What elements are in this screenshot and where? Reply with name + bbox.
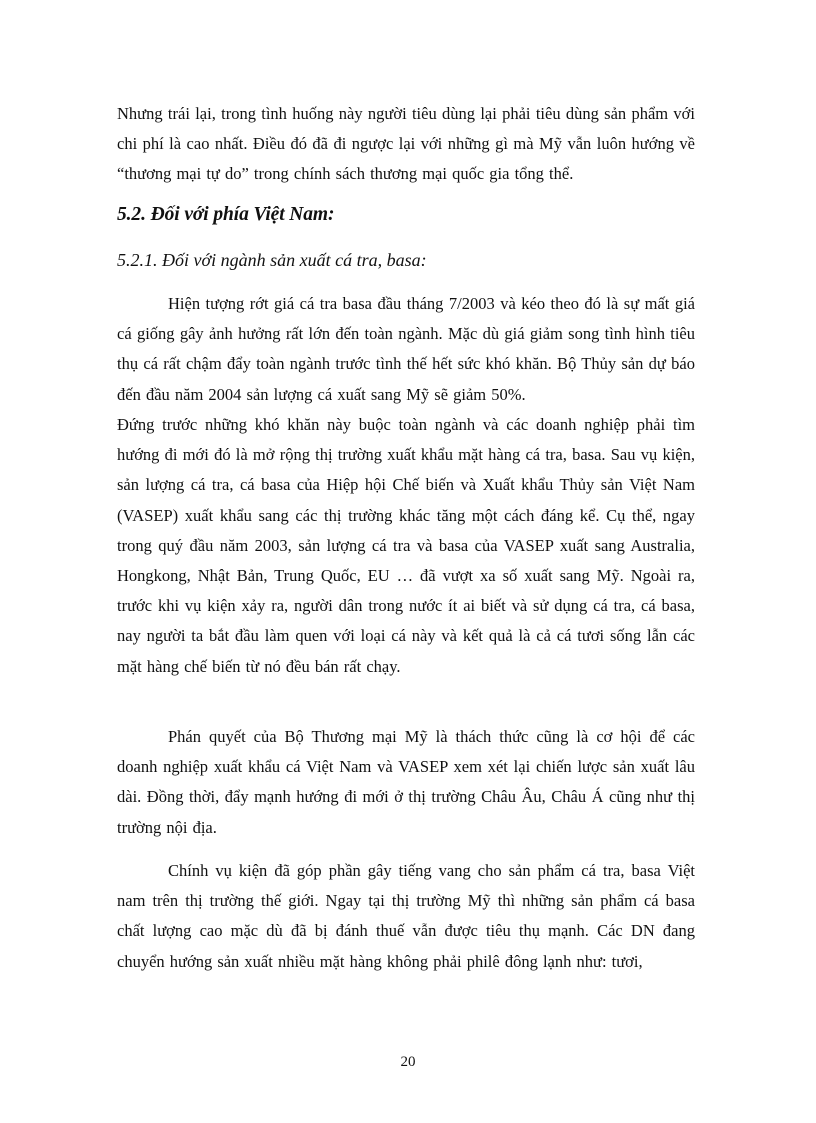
- paragraph-price-drop: Hiện tượng rớt giá cá tra basa đầu tháng 7/2003 và kéo theo đó là sự mất giá cá giống gây ảnh hưởng rất lớn đến toàn ngành. Mặc dù giá giảm song tình hình tiêu thụ cá rất chậm đẩy toàn ngành trước tình thế hết sức khó khăn. Bộ Thủy sản dự báo đến đầu năm 2004 sản lượng cá xuất sang Mỹ sẽ giảm 50%.: [117, 294, 695, 404]
- paragraph-lawsuit-effect: Chính vụ kiện đã góp phần gây tiếng vang cho sản phẩm cá tra, basa Việt nam trên thị trường thế giới. Ngay tại thị trường Mỹ thì những sản phẩm cá basa chất lượng cao mặc dù đã bị đánh thuế vẫn được tiêu thụ mạnh. Các DN đang chuyển hướng sản xuất nhiều mặt hàng không phải philê đông lạnh như: tươi,: [117, 861, 695, 971]
- subsection-heading: 5.2.1. Đối với ngành sản xuất cá tra, basa:: [117, 250, 427, 270]
- paragraph-ruling: Phán quyết của Bộ Thương mại Mỹ là thách thức cũng là cơ hội để các doanh nghiệp xuất khẩu cá Việt Nam và VASEP xem xét lại chiến lược sản xuất lâu dài. Đồng thời, đẩy mạnh hướng đi mới ở thị trường Châu Âu, Châu Á cũng như thị trường nội địa.: [117, 727, 695, 837]
- paragraph-intro: Nhưng trái lại, trong tình huống này người tiêu dùng lại phải tiêu dùng sản phẩm với chi phí là cao nhất. Điều đó đã đi ngược lại với những gì mà Mỹ vẫn luôn hướng về “thương mại tự do” trong chính sách thương mại quốc gia tổng thể.: [117, 104, 695, 184]
- paragraph-new-markets: Đứng trước những khó khăn này buộc toàn ngành và các doanh nghiệp phải tìm hướng đi mới đó là mở rộng thị trường xuất khẩu mặt hàng cá tra, basa. Sau vụ kiện, sản lượng cá tra, cá basa của Hiệp hội Chế biến và Xuất khẩu Thủy sản Việt Nam (VASEP) xuất khẩu sang các thị trường khác tăng một cách đáng kể. Cụ thể, ngay trong quý đầu năm 2003, sản lượng cá tra và basa của VASEP xuất sang Australia, Hongkong, Nhật Bản, Trung Quốc, EU … đã vượt xa số xuất sang Mỹ. Ngoài ra, trước khi vụ kiện xảy ra, người dân trong nước ít ai biết và sử dụng cá tra, cá basa, nay người ta bắt đầu làm quen với loại cá này và kết quả là cả cá tươi sống lẫn các mặt hàng chế biến từ nó đều bán rất chạy.: [117, 415, 695, 676]
- section-heading: 5.2. Đối với phía Việt Nam:: [117, 204, 335, 225]
- page-number: 20: [400, 1054, 416, 1070]
